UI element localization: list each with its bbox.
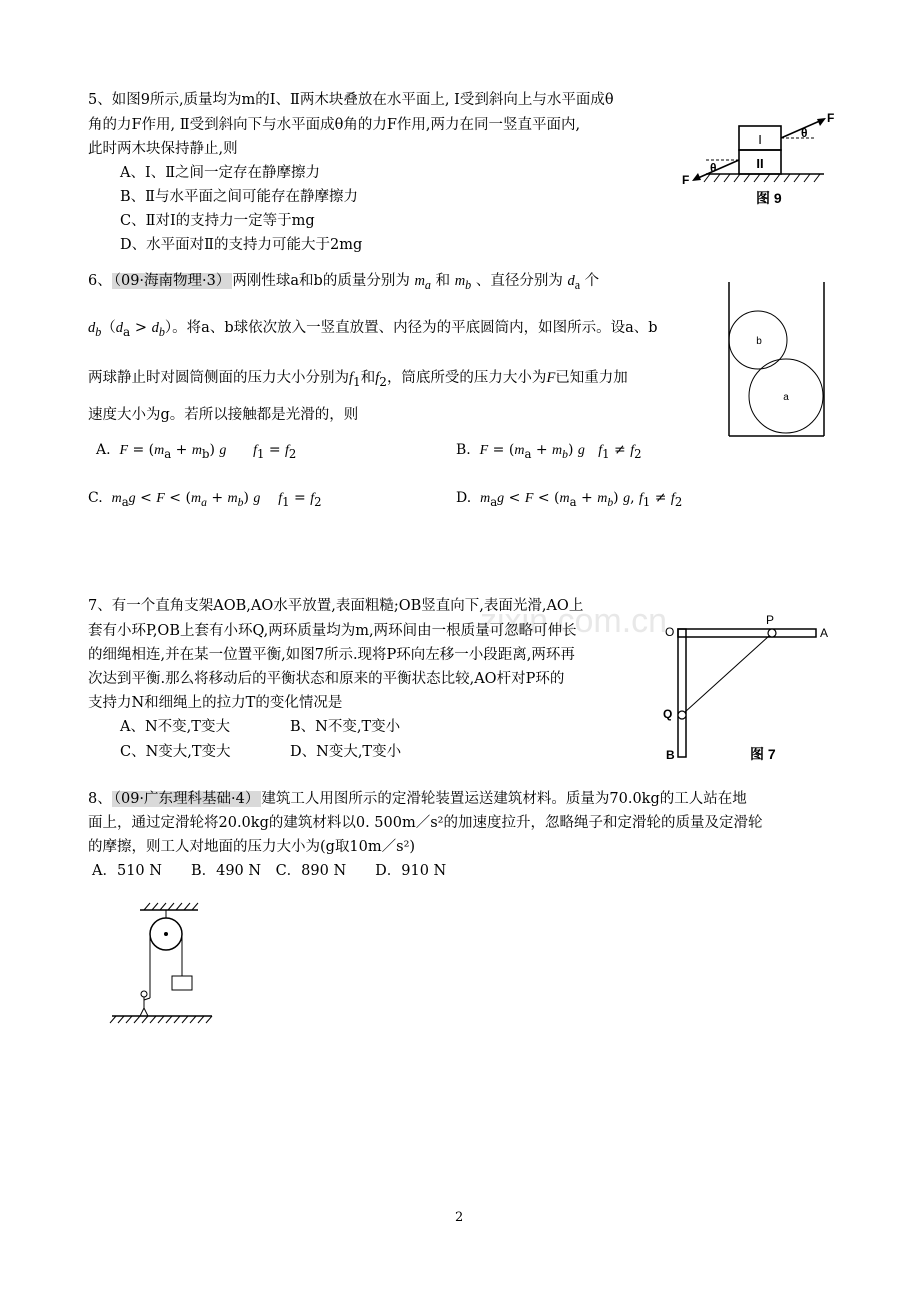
figure-9-caption: 图 9 [756,190,782,206]
material-box [172,976,192,990]
worker-head [141,991,147,997]
q7-option-d: D、N变大,T变小 [290,744,402,760]
figure-7-caption: 图 7 [750,746,776,762]
figure-cylinder [726,282,826,440]
q7-option-b: B、N不变,T变小 [290,719,401,735]
q8-number: 8、 [88,791,112,807]
label-q: Q [663,707,673,721]
q6-line2: $d_b(d_a > d_b)$。将a、b球依次放入一竖直放置、内径为的平底圆筒内，如图所示。设a、b [88,320,658,339]
q7-line4: 次达到平衡.那么将移动后的平衡状态和原来的平衡状态比较,AO杆对P环的 [88,671,565,687]
figure-7 [662,612,842,768]
ball-a-label: a [783,392,789,403]
q8-line2: 面上，通过定滑轮将20.0kg的建筑材料以0. 500m／s²的加速度拉升，忽略绳子和定滑轮的质量及定滑轮 [88,815,763,831]
q6-number: 6、 [88,273,112,289]
q6-line4: 速度大小为g。若所以接触都是光滑的，则 [88,407,359,423]
q7-line2: 套有小环P,OB上套有小环Q,两环质量均为m,两环间由一根质量可忽略可伸长 [88,623,577,639]
q6-text1: 两刚性球a和b的质量分别为 [232,273,410,289]
block-i-label: I [758,132,762,147]
q8-source: （09·广东理科基础·4） [113,791,260,807]
q5-option-c: C、Ⅱ对Ⅰ的支持力一定等于mg [120,213,315,229]
page-number: 2 [455,1210,464,1225]
q6-option-d: D. $m_ag < F < (m_a + m_b)$ g, $f_1 \ne f_2$ [456,490,683,509]
force-f-bottom: F [682,173,690,187]
mass-mb: $m_b$ [454,273,472,292]
block-ii-label: II [756,156,764,171]
q5-option-b: B、Ⅱ与水平面之间可能存在静摩擦力 [120,189,359,205]
force-f-top: F [827,111,835,125]
q7-line5: 支持力N和细绳上的拉力T的变化情况是 [88,695,343,711]
diameter-db: $d_b$ [88,320,102,339]
q6-option-b: B. $F = (m_a + m_b)$ g $f_1 \ne f_2$ [456,442,642,461]
q8-line1: 8、 （09·广东理科基础·4） 建筑工人用图所示的定滑轮装置运送建筑材料。质量为70.0kg的工人站在地 [88,791,747,807]
q6-line3: 两球静止时对圆筒侧面的压力大小分别为$f_1$和$f_2$，筒底所受的压力大小为F已知重力加 [88,370,628,389]
label-a: A [820,626,829,640]
label-p: P [766,613,775,627]
q6-option-c: C. $m_ag < F < (m_a + m_b)$ g $f_1 = f_2$ [88,490,322,509]
q6-source: （09·海南物理·3） [113,273,231,289]
label-b: B [666,748,675,762]
q5-line3: 此时两木块保持静止,则 [88,141,238,157]
angle-theta-bottom: θ [710,161,717,175]
q5-line2: 角的力F作用, Ⅱ受到斜向下与水平面成θ角的力F作用,两力在同一竖直平面内, [88,117,581,133]
label-o: O [665,625,675,639]
q7-option-c: C、N变大,T变大 [120,744,231,760]
q8-line3: 的摩擦，则工人对地面的压力大小为(g取10m／s²) [88,839,416,855]
diameter-da: $d_a$ [567,273,581,292]
mass-ma: $m_a$ [414,273,431,292]
q7-line3: 的细绳相连,并在某一位置平衡,如图7所示.现将P环向左移一小段距离,两环再 [88,647,575,663]
q5-option-a: A、Ⅰ、Ⅱ之间一定存在静摩擦力 [120,165,321,181]
ring-q [678,711,686,719]
q6-line1: 6、 （09·海南物理·3） 两刚性球a和b的质量分别为 $m_a$ 和 $m_b$ 、直径分别为 $d_a$ 个 [88,273,600,292]
figure-pulley [108,900,214,1024]
ring-p [768,629,776,637]
q5-line1: 5、如图9所示,质量均为m的Ⅰ、Ⅱ两木块叠放在水平面上, Ⅰ受到斜向上与水平面成θ [88,92,614,108]
ball-b-label: b [756,336,762,347]
q8-options: A．510 N B．490 N C．890 N D．910 N [92,863,447,879]
angle-theta-top: θ [801,126,808,140]
figure-9 [676,104,836,214]
q7-option-a: A、N不变,T变大 [120,719,230,735]
q6-option-a: A. $F = (m_a + m_b)$ g $f_1 = f_2$ [96,442,297,461]
watermark: zixin.com.cn [480,602,668,640]
q7-line1: 7、有一个直角支架AOB,AO水平放置,表面粗糙;OB竖直向下,表面光滑,AO上 [88,598,584,614]
q5-option-d: D、水平面对Ⅱ的支持力可能大于2mg [120,237,363,253]
